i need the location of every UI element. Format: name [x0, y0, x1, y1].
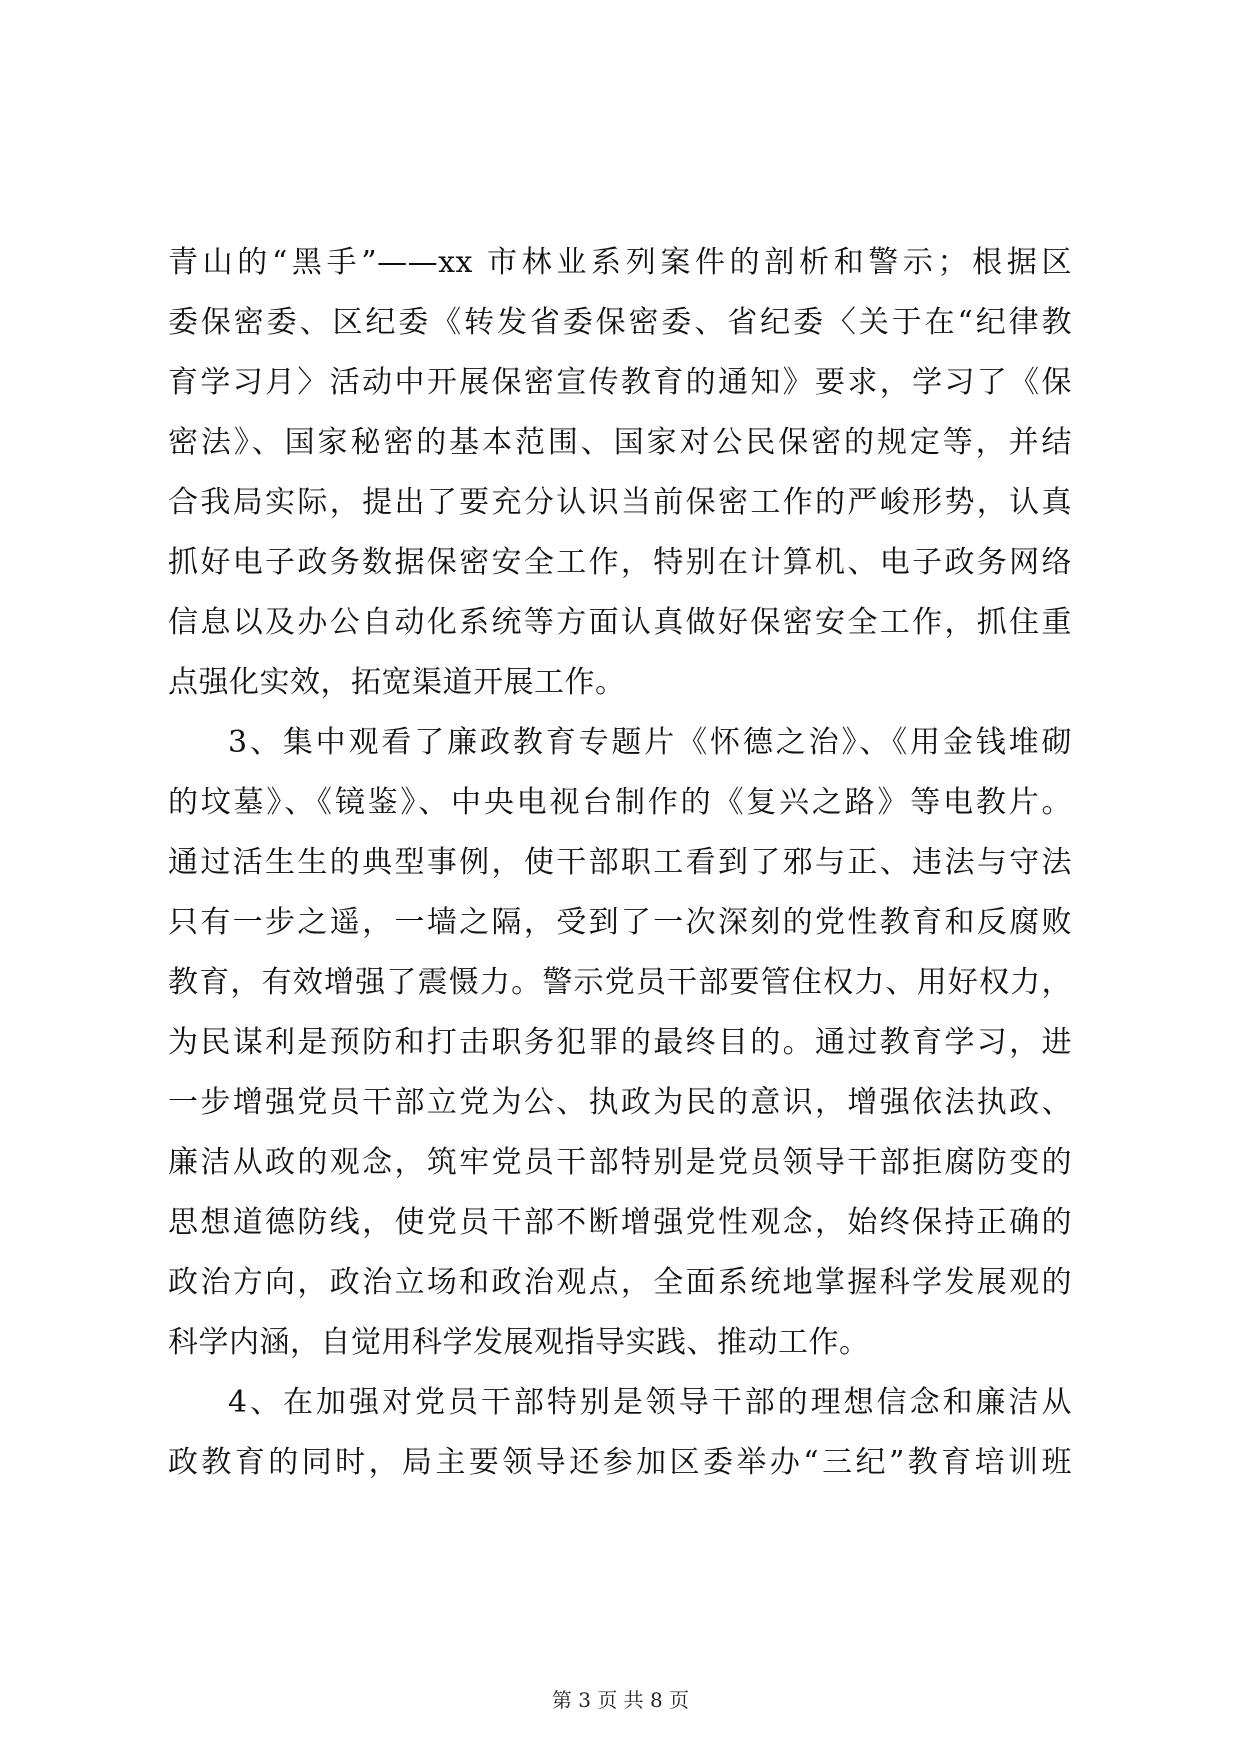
- text-line: 密法》、国家秘密的基本范围、国家对公民保密的规定等，并结: [168, 425, 1072, 460]
- text-line: 思想道德防线，使党员干部不断增强党性观念，始终保持正确的: [168, 1205, 1072, 1240]
- text-line: 抓好电子政务数据保密安全工作，特别在计算机、电子政务网络: [168, 545, 1072, 580]
- text-line: 育学习月〉活动中开展保密宣传教育的通知》要求，学习了《保: [168, 365, 1072, 400]
- text-line: 青山的“黑手”——xx 市林业系列案件的剖析和警示；根据区: [168, 245, 1072, 280]
- text-line: 点强化实效，拓宽渠道开展工作。: [168, 665, 626, 700]
- document-body: [168, 233, 1072, 1493]
- page-number-footer: 第 3 页 共 8 页: [551, 1688, 690, 1712]
- paragraph-first-line: 3、集中观看了廉政教育专题片《怀德之治》、《用金钱堆砌: [228, 725, 1072, 760]
- text-line: 合我局实际，提出了要充分认识当前保密工作的严峻形势，认真: [168, 485, 1072, 520]
- text-line: 教育，有效增强了震慑力。警示党员干部要管住权力、用好权力，: [168, 965, 1072, 1000]
- text-line: 的坟墓》、《镜鉴》、中央电视台制作的《复兴之路》等电教片。: [168, 785, 1072, 820]
- text-line: 一步增强党员干部立党为公、执政为民的意识，增强依法执政、: [168, 1085, 1072, 1120]
- text-line: 廉洁从政的观念，筑牢党员干部特别是党员领导干部拒腐防变的: [168, 1145, 1072, 1180]
- text-line: 信息以及办公自动化系统等方面认真做好保密安全工作，抓住重: [168, 605, 1072, 640]
- text-line: 政教育的同时，局主要领导还参加区委举办“三纪”教育培训班: [168, 1445, 1072, 1480]
- text-line: 只有一步之遥，一墙之隔，受到了一次深刻的党性教育和反腐败: [168, 905, 1072, 940]
- text-line: 通过活生生的典型事例，使干部职工看到了邪与正、违法与守法: [168, 845, 1072, 880]
- text-line: 委保密委、区纪委《转发省委保密委、省纪委〈关于在“纪律教: [168, 305, 1072, 340]
- text-line: 科学内涵，自觉用科学发展观指导实践、推动工作。: [168, 1325, 870, 1360]
- text-line: 政治方向，政治立场和政治观点，全面系统地掌握科学发展观的: [168, 1265, 1072, 1300]
- text-line: 为民谋利是预防和打击职务犯罪的最终目的。通过教育学习，进: [168, 1025, 1072, 1060]
- paragraph-first-line: 4、在加强对党员干部特别是领导干部的理想信念和廉洁从: [228, 1385, 1072, 1420]
